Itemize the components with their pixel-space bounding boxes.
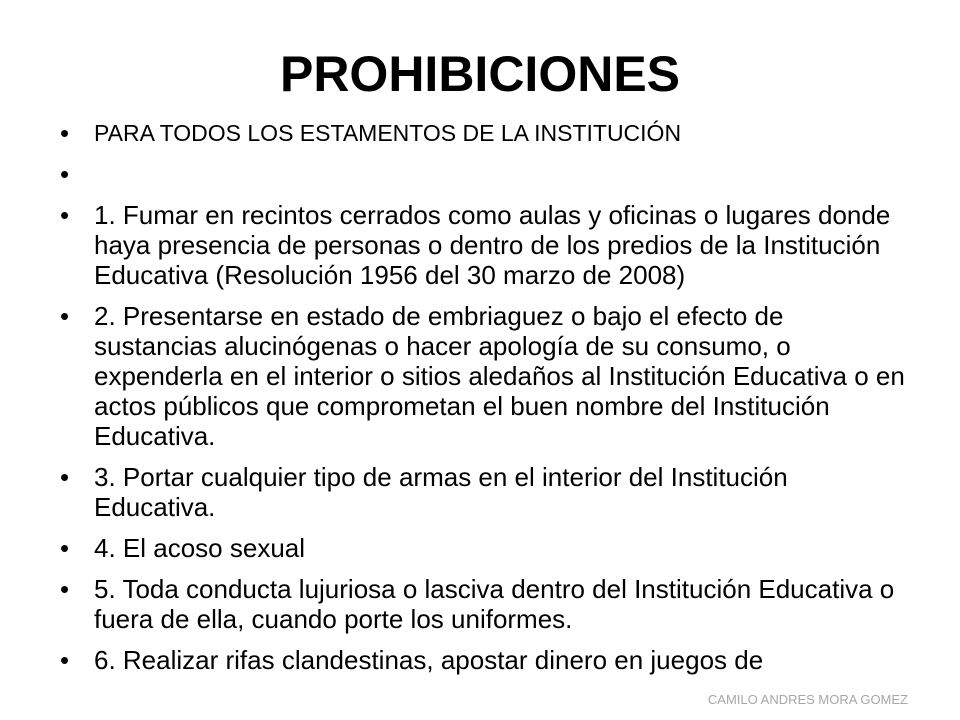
bullet-list bbox=[56, 118, 906, 686]
bullet-dot-icon: • bbox=[60, 533, 70, 563]
bullet-text: PARA TODOS LOS ESTAMENTOS DE LA INSTITUCIÓN bbox=[94, 120, 682, 146]
bullet-text: 1. Fumar en recintos cerrados como aulas y oficinas o lugares donde haya presencia de personas o dentro de los predios de la Institución Educativa (Resolución 1956 del 30 marzo de 2008) bbox=[94, 200, 891, 290]
bullet-dot-icon: • bbox=[60, 118, 70, 148]
bullet-item bbox=[56, 301, 906, 451]
bullet-item bbox=[56, 574, 906, 634]
bullet-dot-icon: • bbox=[60, 301, 70, 331]
bullet-dot-icon: • bbox=[60, 159, 70, 189]
bullet-text: 4. El acoso sexual bbox=[94, 533, 306, 563]
bullet-item bbox=[56, 645, 906, 675]
bullet-item bbox=[56, 118, 906, 148]
bullet-item bbox=[56, 200, 906, 290]
bullet-dot-icon: • bbox=[60, 645, 70, 675]
slide-title: PROHIBICIONES bbox=[279, 46, 681, 102]
bullet-item bbox=[56, 533, 906, 563]
bullet-dot-icon: • bbox=[60, 462, 70, 492]
bullet-dot-icon: • bbox=[60, 200, 70, 230]
footer-author: CAMILO ANDRES MORA GOMEZ bbox=[707, 692, 908, 707]
bullet-text: 6. Realizar rifas clandestinas, apostar dinero en juegos de bbox=[94, 645, 764, 675]
bullet-text: 5. Toda conducta lujuriosa o lasciva dentro del Institución Educativa o fuera de ella, cuando porte los uniformes. bbox=[94, 574, 895, 634]
bullet-dot-icon: • bbox=[60, 574, 70, 604]
bullet-item bbox=[56, 462, 906, 522]
bullet-item bbox=[56, 159, 906, 189]
bullet-text: 3. Portar cualquier tipo de armas en el interior del Institución Educativa. bbox=[94, 462, 788, 522]
bullet-text: 2. Presentarse en estado de embriaguez o bajo el efecto de sustancias alucinógenas o hacer apología de su consumo, o expenderla en el interior o sitios aledaños al Institución Educativa o en actos públicos que comprometan el buen nombre del Institución Educativa. bbox=[94, 301, 905, 451]
